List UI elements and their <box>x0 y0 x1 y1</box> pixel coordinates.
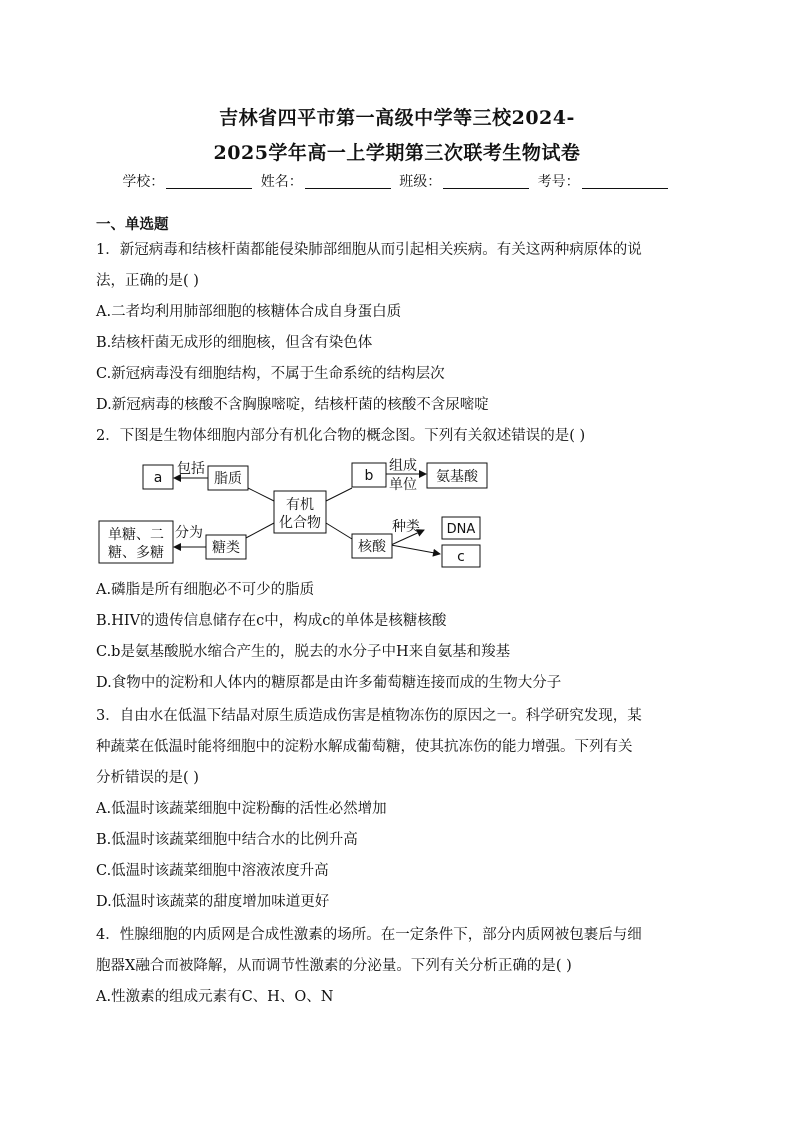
question-1-option-b: B.结核杆菌无成形的细胞核，但含有染色体 <box>96 335 373 351</box>
box-sugar-text: 糖类 <box>212 540 240 556</box>
question-3-option-c: C.低温时该蔬菜细胞中溶液浓度升高 <box>96 863 329 879</box>
exam-number-label: 考号： <box>537 174 580 190</box>
school-label: 学校： <box>122 174 165 190</box>
question-3-stem-line-3: 分析错误的是( ) <box>96 770 199 786</box>
question-1-option-c: C.新冠病毒没有细胞结构，不属于生命系统的结构层次 <box>96 366 445 382</box>
question-4-stem-line-1: 4．性腺细胞的内质网是合成性激素的场所。在一定条件下，部分内质网被包裹后与细 <box>96 927 642 943</box>
label-include: 包括 <box>177 461 205 477</box>
question-4-option-a: A.性激素的组成元素有C、H、O、N <box>96 989 334 1005</box>
name-label: 姓名： <box>260 174 303 190</box>
question-1-option-d: D.新冠病毒的核酸不含胸腺嘧啶，结核杆菌的核酸不含尿嘧啶 <box>96 397 489 413</box>
label-divide: 分为 <box>175 525 203 541</box>
question-2-option-d: D.食物中的淀粉和人体内的糖原都是由许多葡萄糖连接而成的生物大分子 <box>96 675 562 691</box>
concept-map-diagram <box>96 457 496 571</box>
box-lipid-text: 脂质 <box>214 471 242 487</box>
question-1-option-a: A.二者均利用肺部细胞的核糖体合成自身蛋白质 <box>96 304 402 320</box>
school-blank[interactable] <box>166 174 252 189</box>
question-3-option-b: B.低温时该蔬菜细胞中结合水的比例升高 <box>96 832 358 848</box>
question-4-stem-line-2: 胞器X融合而被降解，从而调节性激素的分泌量。下列有关分析正确的是( ) <box>96 958 572 974</box>
class-label: 班级： <box>399 174 442 190</box>
box-mono-line-2: 糖、多糖 <box>108 545 164 561</box>
question-3-stem-line-1: 3．自由水在低温下结晶对原生质造成伤害是植物冻伤的原因之一。科学研究发现，某 <box>96 708 642 724</box>
box-nucleic-text: 核酸 <box>358 539 386 555</box>
student-info-row <box>0 171 794 191</box>
question-3-option-d: D.低温时该蔬菜的甜度增加味道更好 <box>96 894 330 910</box>
name-blank[interactable] <box>305 174 391 189</box>
question-1-stem-line-1: 1．新冠病毒和结核杆菌都能侵染肺部细胞从而引起相关疾病。有关这两种病原体的说 <box>96 242 642 258</box>
box-dna-text: DNA <box>446 522 476 537</box>
box-mono-line-1: 单糖、二 <box>108 527 164 543</box>
label-type: 种类 <box>392 519 420 535</box>
box-b-text: b <box>364 468 374 484</box>
label-unit-line-2: 单位 <box>389 477 417 493</box>
question-1-stem-line-2: 法，正确的是( ) <box>96 273 199 289</box>
question-2-option-a: A.磷脂是所有细胞必不可少的脂质 <box>96 582 315 598</box>
box-a-text: a <box>153 470 163 486</box>
question-2-stem-line-1: 2．下图是生物体细胞内部分有机化合物的概念图。下列有关叙述错误的是( ) <box>96 428 586 444</box>
box-amino-text: 氨基酸 <box>436 469 478 485</box>
box-c-text: c <box>457 549 465 565</box>
label-unit-line-1: 组成 <box>389 458 417 474</box>
page-title-line-2: 2025学年高一上学期第三次联考生物试卷 <box>213 142 581 164</box>
question-3-stem-line-2: 种蔬菜在低温时能将细胞中的淀粉水解成葡萄糖，使其抗冻伤的能力增强。下列有关 <box>96 739 633 755</box>
center-text-line-2: 化合物 <box>279 515 321 531</box>
center-text-line-1: 有机 <box>286 497 314 513</box>
section-heading: 一、单选题 <box>96 216 169 233</box>
question-2-option-c: C.b是氨基酸脱水缩合产生的，脱去的水分子中H来自氨基和羧基 <box>96 644 511 660</box>
question-3-option-a: A.低温时该蔬菜细胞中淀粉酶的活性必然增加 <box>96 801 387 817</box>
class-blank[interactable] <box>443 174 529 189</box>
exam-number-blank[interactable] <box>582 174 668 189</box>
question-2-option-b: B.HIV的遗传信息储存在c中，构成c的单体是核糖核酸 <box>96 613 447 629</box>
page-title-line-1: 吉林省四平市第一高级中学等三校2024- <box>219 107 575 129</box>
